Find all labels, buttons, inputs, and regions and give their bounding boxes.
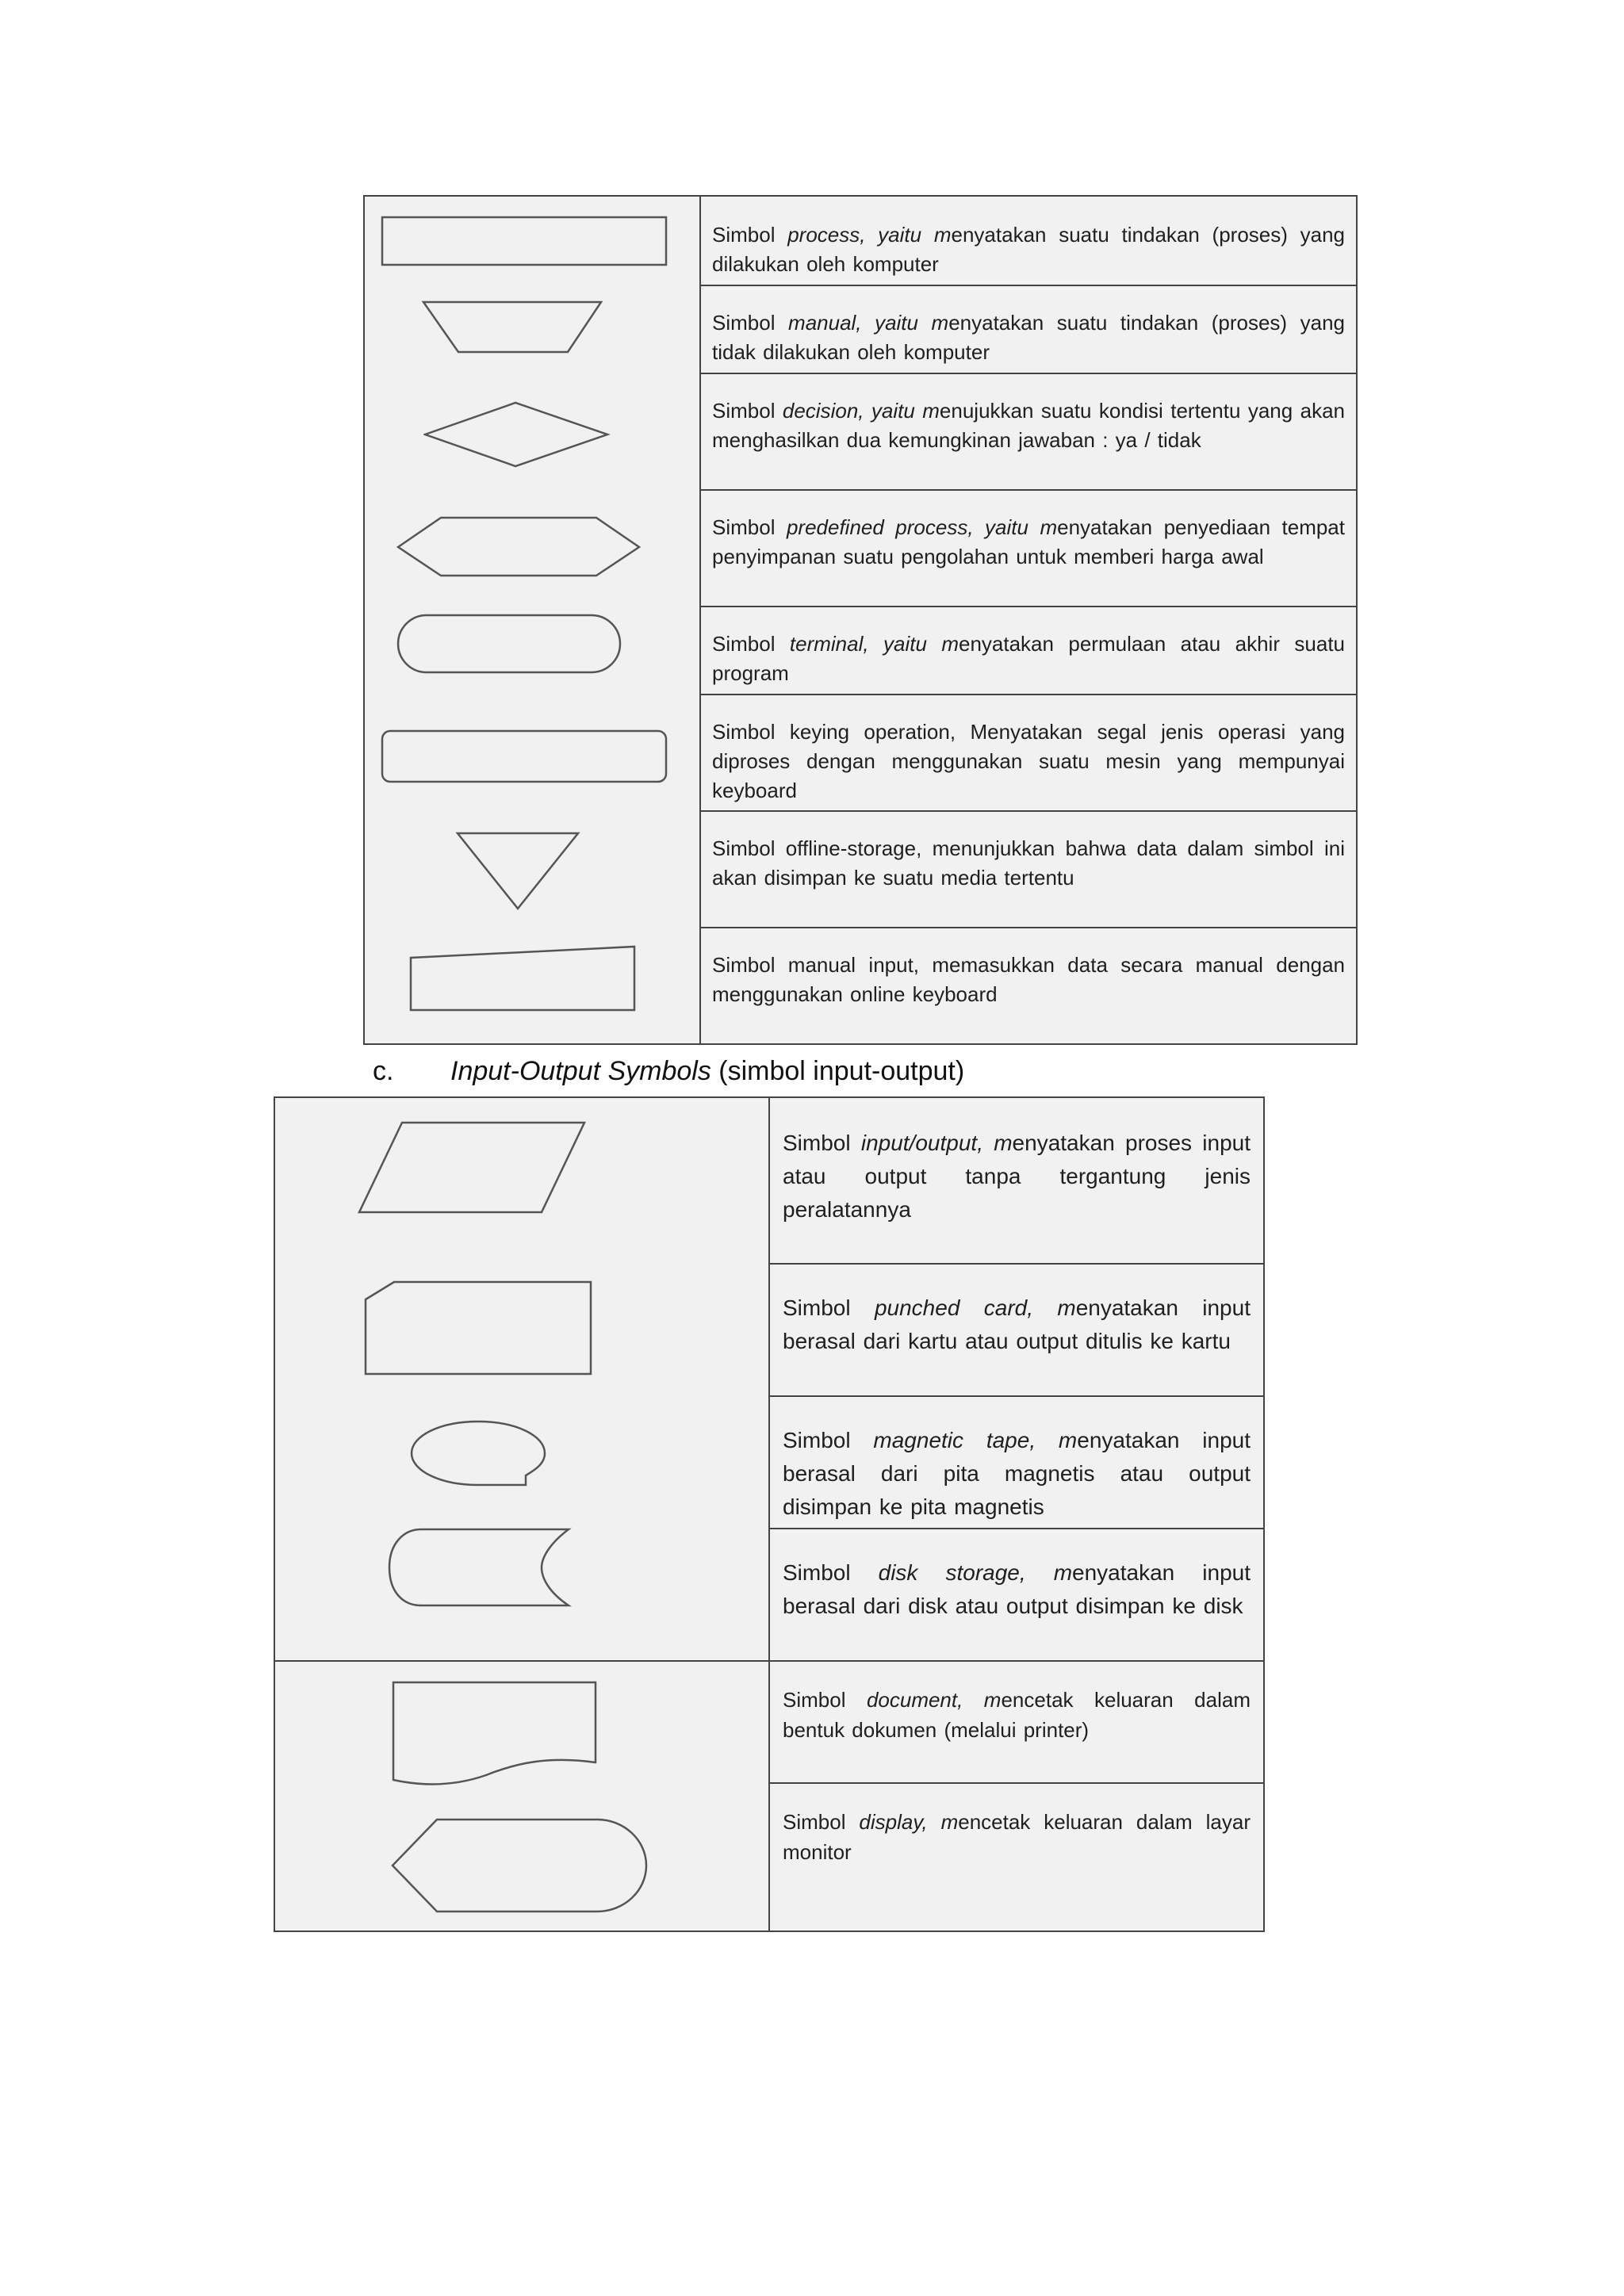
section-heading <box>373 1056 393 1087</box>
column-divider <box>768 1098 770 1931</box>
section-title: Input-Output Symbols (simbol input-output) <box>450 1056 965 1086</box>
input-output-symbols-table <box>274 1096 1265 1932</box>
display-description: Simbol display, mencetak keluaran dalam layar monitor <box>783 1810 1251 1864</box>
process-description: Simbol process, yaitu menyatakan suatu tindakan (proses) yang dilakukan oleh komputer <box>712 223 1346 276</box>
document-icon <box>391 1680 599 1789</box>
process-icon <box>381 216 669 270</box>
row-divider <box>699 489 1358 491</box>
offline-storage-description: Simbol offline-storage, menunjukkan bahwa data dalam simbol ini akan disimpan ke suatu media tertentu <box>712 836 1345 890</box>
disk-storage-icon <box>386 1526 573 1609</box>
manual-icon <box>422 300 604 355</box>
row-divider <box>699 694 1358 695</box>
manual-description: Simbol manual, yaitu menyatakan suatu tindakan (proses) yang tidak dilakukan oleh komputer <box>712 311 1346 364</box>
row-divider <box>768 1782 1263 1784</box>
flowchart-process-symbols-table <box>363 195 1358 1045</box>
display-icon <box>389 1816 649 1916</box>
manual-input-icon <box>409 945 638 1013</box>
row-divider <box>699 606 1358 607</box>
magnetic-tape-icon <box>408 1418 553 1490</box>
row-divider <box>275 1660 1263 1662</box>
offline-storage-icon <box>455 831 582 912</box>
row-divider <box>768 1528 1263 1529</box>
input-output-icon <box>358 1120 588 1215</box>
row-divider <box>699 373 1358 374</box>
row-divider <box>699 810 1358 812</box>
punched-card-icon <box>364 1280 594 1377</box>
decision-description: Simbol decision, yaitu menujukkan suatu kondisi tertentu yang akan menghasilkan dua kemungkinan jawaban : ya / tidak <box>712 399 1345 452</box>
row-divider <box>699 285 1358 286</box>
row-divider <box>768 1395 1263 1397</box>
keying-operation-icon <box>381 729 669 785</box>
section-letter: c. <box>373 1056 394 1086</box>
column-divider <box>699 197 701 1043</box>
terminal-description: Simbol terminal, yaitu menyatakan permulaan atau akhir suatu program <box>712 632 1345 685</box>
decision-icon <box>423 401 611 469</box>
row-divider <box>768 1263 1263 1265</box>
punched-card-description: Simbol punched card, menyatakan input berasal dari kartu atau output ditulis ke kartu <box>783 1295 1251 1353</box>
magnetic-tape-description: Simbol magnetic tape, menyatakan input berasal dari pita magnetis atau output disimpan ke pita magnetis <box>783 1428 1251 1519</box>
predefined-process-description: Simbol predefined process, yaitu menyatakan penyediaan tempat penyimpanan suatu pengolahan untuk memberi harga awal <box>712 515 1345 568</box>
input-output-description: Simbol input/output, menyatakan proses input atau output tanpa tergantung jenis peralatannya <box>783 1131 1251 1222</box>
predefined-process-icon <box>396 515 642 579</box>
row-divider <box>699 927 1358 928</box>
manual-input-description: Simbol manual input, memasukkan data secara manual dengan menggunakan online keyboard <box>712 953 1345 1006</box>
document-description: Simbol document, mencetak keluaran dalam bentuk dokumen (melalui printer) <box>783 1688 1251 1742</box>
terminal-icon <box>396 614 623 675</box>
keying-operation-description: Simbol keying operation, Menyatakan segal jenis operasi yang diproses dengan menggunakan suatu mesin yang mempunyai keyboard <box>712 720 1345 802</box>
disk-storage-description: Simbol disk storage, menyatakan input berasal dari disk atau output disimpan ke disk <box>783 1560 1251 1618</box>
